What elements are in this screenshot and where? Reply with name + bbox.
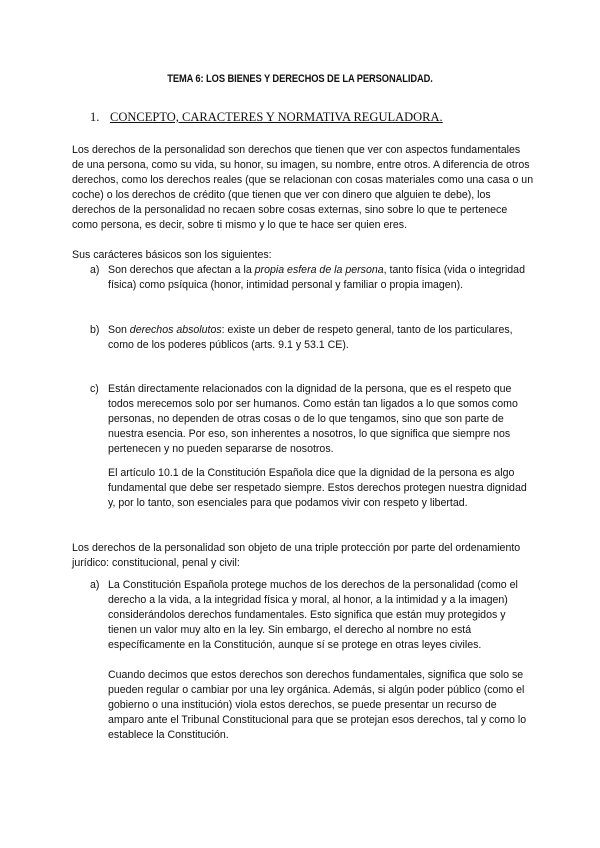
list-item-text: Están directamente relacionados con la dignidad de la persona, que es el respeto que todos merecemos solo por ser humanos. Como están tan ligados a lo que somos como personas, no dependen de otras cosas o de lo que tengamos, sino que son parte de nuestra esencia. Por eso, son inherentes a nosotros, lo que significa que siempre nos pertenecen y no pueden separarse de nosotros. [108, 383, 518, 455]
emphasis-text: derechos absolutos [129, 324, 222, 336]
protection-item-a-continuation: Cuando decimos que estos derechos son derechos fundamentales, significa que solo se pueden regular o cambiar por una ley orgánica. Además, si algún poder público (como el gobierno o una institución) viola estos derechos, se puede presentar un recurso de amparo ante el Tribunal Constitucional para que se protejan esos derechos, tal y como lo establece la Constitución. [108, 669, 527, 741]
section-heading [90, 110, 443, 125]
list-item-b [90, 323, 530, 353]
protection-paragraph: Los derechos de la personalidad son objeto de una triple protección por parte del ordenamiento jurídico: constitucional, penal y civil: [72, 542, 521, 569]
list-item-text: Son derechos absolutos: existe un deber de respeto general, tanto de los particulares, como de los poderes públicos (arts. 9.1 y 53.1 CE). [108, 324, 513, 351]
characters-intro: Sus carácteres básicos son los siguientes: [72, 249, 272, 261]
section-number: 1. [90, 110, 100, 124]
document-title: TEMA 6: LOS BIENES Y DERECHOS DE LA PERSONALIDAD. [167, 73, 433, 85]
intro-paragraph: Los derechos de la personalidad son derechos que tienen que ver con aspectos fundamentales de una persona, como su vida, su honor, su imagen, su nombre, entre otros. A diferencia de otros derechos, como los derechos reales (que se relacionan con cosas materiales como una casa o un coche) o los derechos de crédito (que tienen que ver con dinero que alguien te debe), los derechos de la personalidad no recaen sobre cosas externas, sino sobre lo que te pertenece como persona, es decir, sobre ti mismo y lo que te hace ser quien eres. [72, 144, 534, 231]
section-heading-text: CONCEPTO, CARACTERES Y NORMATIVA REGULADORA. [110, 110, 443, 124]
list-item-text: Son derechos que afectan a la propia esfera de la persona, tanto física (vida o integridad física) como psíquica (honor, intimidad personal y familiar o propia imagen). [108, 264, 525, 291]
list-marker: a) [90, 579, 100, 591]
list-item-c-continuation: El artículo 10.1 de la Constitución Española dice que la dignidad de la persona es algo fundamental que debe ser respetado siempre. Estos derechos protegen nuestra dignidad y, por lo tanto, son esenciales para que podamos vivir con respeto y libertad. [108, 467, 527, 509]
emphasis-text: propia esfera de la persona [254, 264, 384, 276]
list-marker: c) [90, 383, 99, 395]
list-item-a [90, 263, 530, 293]
protection-item-a [90, 578, 530, 653]
list-item-c [90, 382, 530, 457]
list-item-text: La Constitución Española protege muchos de los derechos de la personalidad (como el derecho a la vida, a la integridad física y moral, al honor, a la intimidad y a la imagen) considerándolos derechos fundamentales. Esto significa que están muy protegidos y tienen un valor muy alto en la ley. Sin embargo, el derecho al nombre no está específicamente en la Constitución, aunque sí se protege en otras leyes civiles. [108, 579, 518, 651]
list-marker: a) [90, 264, 100, 276]
list-marker: b) [90, 324, 100, 336]
